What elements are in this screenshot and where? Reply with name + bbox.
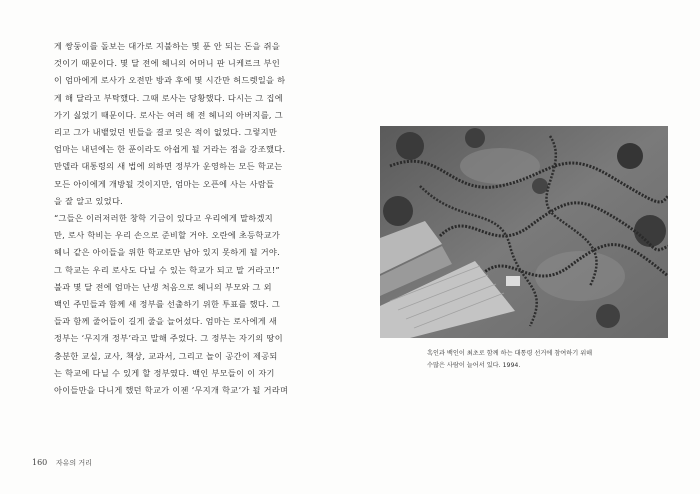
text-line: 게 해 달라고 부탁했다. 그때 로사는 당황했다. 다시는 그 집에	[54, 92, 283, 103]
text-line: 헤니 같은 아이들을 위한 학교로만 남아 있지 못하게 될 거야.	[54, 247, 281, 258]
text-line: 리고 그가 내뱉었던 빈들을 결코 잊은 적이 없었다. 그렇지만	[54, 127, 278, 138]
text-line: 것이기 때문이다. 몇 달 전에 헤니의 어머니 판 니케르크 부인	[54, 58, 281, 69]
text-line: 모든 아이에게 개방될 것이지만, 엄마는 오픈에 사는 사람들	[54, 178, 275, 189]
text-line: 만델라 대통령의 새 법에 의하면 정부가 운영하는 모든 학교는	[54, 161, 283, 172]
photo-caption	[427, 348, 647, 372]
page-footer	[32, 458, 92, 468]
text-line: 불과 몇 달 전에 엄마는 난생 처음으로 헤니의 부모와 그 외	[54, 281, 272, 292]
text-line: 아이들만을 다니게 했던 학교가 이젠 ‘무지개 학교’가 될 거라며	[54, 385, 289, 396]
aerial-photo	[380, 126, 668, 338]
text-line: 게 쌍둥이를 돌보는 대가로 지불하는 몇 푼 안 되는 돈을 쥐을	[54, 41, 281, 51]
text-line: 만, 로사 학비는 우리 손으로 준비할 거야. 오란에 초등학교가	[54, 230, 281, 241]
running-title: 자유의 거리	[55, 459, 92, 467]
text-line: 들과 함께 줄어들이 길게 줄을 늘어섰다. 엄마는 로사에게 새	[54, 316, 278, 327]
text-line: 엄마는 내년에는 한 푼이라도 아쉽게 될 거라는 점을 강조했다.	[54, 144, 286, 155]
caption-line: 흑인과 백인이 최초로 함께 하는 대통령 선거에 참여하기 위해	[427, 350, 593, 357]
text-line: 는 학교에 다닐 수 있게 할 정부였다. 백인 부모들이 이 자기	[54, 367, 275, 378]
text-line: 그 학교는 우리 로사도 다닐 수 있는 학교가 되고 말 거라고!”	[54, 264, 280, 275]
body-text	[54, 38, 290, 399]
text-line: 백인 주민들과 함께 새 정부를 선출하기 위한 투표를 했다. 그	[54, 299, 281, 310]
text-line: 을 잘 알고 있었다.	[54, 195, 124, 206]
text-line: 정부는 ‘무지개 정부’라고 말해 주었다. 그 정부는 자기의 땅이	[54, 333, 283, 344]
text-line: 가기 싫었기 때문이다. 로사는 여러 해 전 헤니의 아버지를, 그	[54, 109, 283, 120]
text-line: 이 엄마에게 로사가 오전만 방과 후에 몇 시간만 허드렛일을 하	[54, 75, 286, 86]
caption-line: 수많은 사람이 늘어서 있다. 1994.	[427, 362, 521, 369]
page-number: 160	[32, 458, 48, 467]
text-line: “그들은 이러저러한 창학 기금이 있다고 우리에게 말하겠지	[54, 213, 273, 224]
text-line: 충분한 교실, 교사, 책상, 교과서, 그리고 놀이 공간이 제공되	[54, 350, 278, 361]
